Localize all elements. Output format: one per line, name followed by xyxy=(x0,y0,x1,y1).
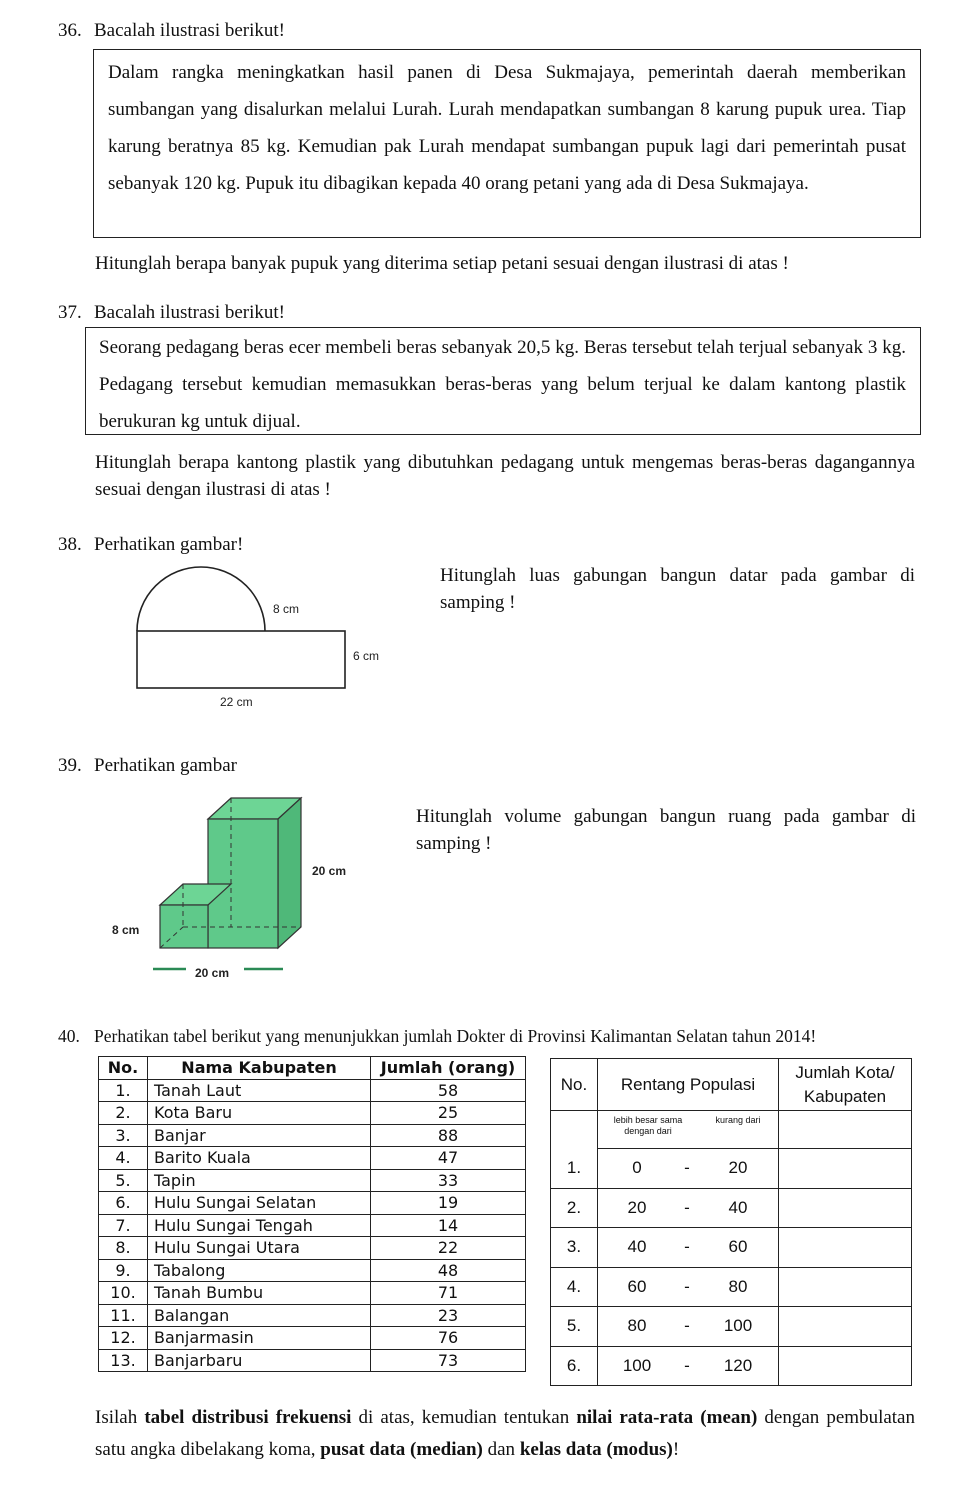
freq-count-cell[interactable] xyxy=(779,1149,912,1189)
range-upper: 60 xyxy=(698,1228,779,1268)
kabupaten-name: Banjarbaru xyxy=(148,1349,371,1372)
range-dash: - xyxy=(676,1346,698,1386)
table-row xyxy=(99,1079,526,1102)
freq-row xyxy=(551,1267,912,1307)
range-lower: 80 xyxy=(598,1307,677,1347)
range-lower: 20 xyxy=(598,1188,677,1228)
freq-row-number: 3. xyxy=(551,1228,598,1268)
doctor-count: 25 xyxy=(371,1102,526,1125)
freq-col-range: Rentang Populasi xyxy=(598,1059,779,1111)
table-row xyxy=(99,1214,526,1237)
tall-height-label: 20 cm xyxy=(312,864,347,878)
q36-box-text: Dalam rangka meningkatkan hasil panen di Desa Sukmajaya, pemerintah daerah memberikan sumbangan yang disalurkan melalui Lurah. Lurah mendapatkan sumbangan 8 karung pupuk urea. Tiap karung beratnya 85 kg. Kemudian pak Lurah mendapat sumbangan pupuk lagi dari pemerintah pusat sebanyak 120 kg. Pupuk itu dibagikan kepada 40 orang petani yang ada di Desa Sukmajaya. xyxy=(108,62,906,194)
kabupaten-name: Tanah Bumbu xyxy=(148,1282,371,1305)
q38-question-block xyxy=(440,562,915,616)
frequency-distribution-table xyxy=(550,1058,912,1386)
q39-heading: 39. Perhatikan gambar xyxy=(58,755,237,776)
doctor-count: 71 xyxy=(371,1282,526,1305)
range-lower: 60 xyxy=(598,1267,677,1307)
range-dash: - xyxy=(676,1307,698,1347)
freq-row-number: 6. xyxy=(551,1346,598,1386)
range-upper: 80 xyxy=(698,1267,779,1307)
freq-sub-lower: lebih besar sama dengan dari xyxy=(598,1111,699,1149)
row-number: 7. xyxy=(99,1214,148,1237)
rectangle-shape xyxy=(137,631,345,688)
table-row xyxy=(99,1327,526,1350)
row-number: 9. xyxy=(99,1259,148,1282)
freq-col-no: No. xyxy=(551,1059,598,1111)
freq-count-cell[interactable] xyxy=(779,1228,912,1268)
q39-figure xyxy=(108,793,368,988)
freq-row-number: 1. xyxy=(551,1149,598,1189)
doctor-count: 33 xyxy=(371,1169,526,1192)
kabupaten-name: Hulu Sungai Tengah xyxy=(148,1214,371,1237)
doctor-count-table xyxy=(98,1056,526,1372)
kabupaten-name: Barito Kuala xyxy=(148,1147,371,1170)
doctor-count: 47 xyxy=(371,1147,526,1170)
q37-heading: 37. Bacalah ilustrasi berikut! xyxy=(58,302,285,323)
kabupaten-name: Banjarmasin xyxy=(148,1327,371,1350)
row-number: 3. xyxy=(99,1124,148,1147)
freq-count-cell[interactable] xyxy=(779,1267,912,1307)
q37-box-text: Seorang pedagang beras ecer membeli beras sebanyak 20,5 kg. Beras tersebut telah terjual sebanyak 3 kg. Pedagang tersebut kemudian memasukkan beras-beras yang belum terjual ke dalam kantong plastik berukuran kg untuk dijual. xyxy=(99,337,906,432)
doctor-count: 14 xyxy=(371,1214,526,1237)
table-row xyxy=(99,1147,526,1170)
kabupaten-name: Banjar xyxy=(148,1124,371,1147)
row-number: 5. xyxy=(99,1169,148,1192)
q38-question: Hitunglah luas gabungan bangun datar pada gambar di samping ! xyxy=(440,565,915,613)
doctor-count: 58 xyxy=(371,1079,526,1102)
doctor-count: 19 xyxy=(371,1192,526,1215)
freq-sub-upper: kurang dari xyxy=(698,1111,779,1149)
q36-illustration-box xyxy=(93,49,921,238)
col-jumlah: Jumlah (orang) xyxy=(371,1057,526,1080)
semicircle-shape xyxy=(137,567,265,631)
base-width-label: 20 cm xyxy=(195,966,230,980)
table-row xyxy=(99,1349,526,1372)
range-lower: 40 xyxy=(598,1228,677,1268)
range-dash: - xyxy=(676,1267,698,1307)
tall-prism-side xyxy=(278,798,301,948)
freq-row xyxy=(551,1188,912,1228)
q39-question-block xyxy=(416,803,916,857)
kabupaten-name: Hulu Sungai Selatan xyxy=(148,1192,371,1215)
q38-figure xyxy=(125,557,390,715)
col-no: No. xyxy=(99,1057,148,1080)
row-number: 6. xyxy=(99,1192,148,1215)
range-dash: - xyxy=(676,1149,698,1189)
freq-row-number: 2. xyxy=(551,1188,598,1228)
row-number: 1. xyxy=(99,1079,148,1102)
table-row xyxy=(99,1124,526,1147)
freq-count-cell[interactable] xyxy=(779,1307,912,1347)
freq-row xyxy=(551,1307,912,1347)
radius-label: 8 cm xyxy=(273,602,300,616)
kabupaten-name: Tanah Laut xyxy=(148,1079,371,1102)
freq-row xyxy=(551,1228,912,1268)
q37-illustration-box xyxy=(85,327,921,435)
q38-heading: 38. Perhatikan gambar! xyxy=(58,534,244,555)
kabupaten-name: Balangan xyxy=(148,1304,371,1327)
q40-heading: 40. Perhatikan tabel berikut yang menunjukkan jumlah Dokter di Provinsi Kalimantan Selatan tahun 2014! xyxy=(58,1026,817,1046)
range-lower: 100 xyxy=(598,1346,677,1386)
freq-row-number: 4. xyxy=(551,1267,598,1307)
doctor-count: 22 xyxy=(371,1237,526,1260)
row-number: 2. xyxy=(99,1102,148,1125)
kabupaten-name: Kota Baru xyxy=(148,1102,371,1125)
row-number: 13. xyxy=(99,1349,148,1372)
row-number: 11. xyxy=(99,1304,148,1327)
range-upper: 120 xyxy=(698,1346,779,1386)
q39-question: Hitunglah volume gabungan bangun ruang pada gambar di samping ! xyxy=(416,806,916,854)
q37-question: Hitunglah berapa kantong plastik yang dibutuhkan pedagang untuk mengemas beras-beras dagangannya sesuai dengan ilustrasi di atas ! xyxy=(95,452,915,500)
row-number: 10. xyxy=(99,1282,148,1305)
row-number: 12. xyxy=(99,1327,148,1350)
freq-header-row xyxy=(551,1059,912,1111)
table-row xyxy=(99,1237,526,1260)
table-row xyxy=(99,1169,526,1192)
q36-question: Hitunglah berapa banyak pupuk yang diterima setiap petani sesuai dengan ilustrasi di atas ! xyxy=(95,253,789,274)
range-upper: 20 xyxy=(698,1149,779,1189)
range-upper: 100 xyxy=(698,1307,779,1347)
range-lower: 0 xyxy=(598,1149,677,1189)
table-row xyxy=(99,1102,526,1125)
freq-row-number: 5. xyxy=(551,1307,598,1347)
q40-instruction-block xyxy=(95,1402,915,1466)
row-number: 4. xyxy=(99,1147,148,1170)
range-dash: - xyxy=(676,1228,698,1268)
row-number: 8. xyxy=(99,1237,148,1260)
freq-row xyxy=(551,1346,912,1386)
table-header-row xyxy=(99,1057,526,1080)
doctor-count: 73 xyxy=(371,1349,526,1372)
doctor-count: 48 xyxy=(371,1259,526,1282)
range-upper: 40 xyxy=(698,1188,779,1228)
freq-col-count: Jumlah Kota/ Kabupaten xyxy=(779,1059,912,1111)
doctor-count: 88 xyxy=(371,1124,526,1147)
freq-subheader-row xyxy=(551,1111,912,1149)
freq-count-cell[interactable] xyxy=(779,1188,912,1228)
q36-heading: 36. Bacalah ilustrasi berikut! xyxy=(58,20,285,41)
q40-instruction: Isilah tabel distribusi frekuensi di atas, kemudian tentukan nilai rata-rata (mean) dengan pembulatan satu angka dibelakang koma, pusat data (median) dan kelas data (modus)! xyxy=(95,1407,915,1460)
doctor-count: 76 xyxy=(371,1327,526,1350)
freq-count-cell[interactable] xyxy=(779,1346,912,1386)
kabupaten-name: Hulu Sungai Utara xyxy=(148,1237,371,1260)
table-row xyxy=(99,1282,526,1305)
width-label: 22 cm xyxy=(220,695,253,709)
small-side-label: 8 cm xyxy=(112,923,140,937)
kabupaten-name: Tabalong xyxy=(148,1259,371,1282)
table-row xyxy=(99,1192,526,1215)
height-label: 6 cm xyxy=(353,649,380,663)
kabupaten-name: Tapin xyxy=(148,1169,371,1192)
doctor-count: 23 xyxy=(371,1304,526,1327)
table-row xyxy=(99,1259,526,1282)
q37-question-block xyxy=(95,449,915,503)
range-dash: - xyxy=(676,1188,698,1228)
col-kabupaten: Nama Kabupaten xyxy=(148,1057,371,1080)
table-row xyxy=(99,1304,526,1327)
freq-row xyxy=(551,1149,912,1189)
